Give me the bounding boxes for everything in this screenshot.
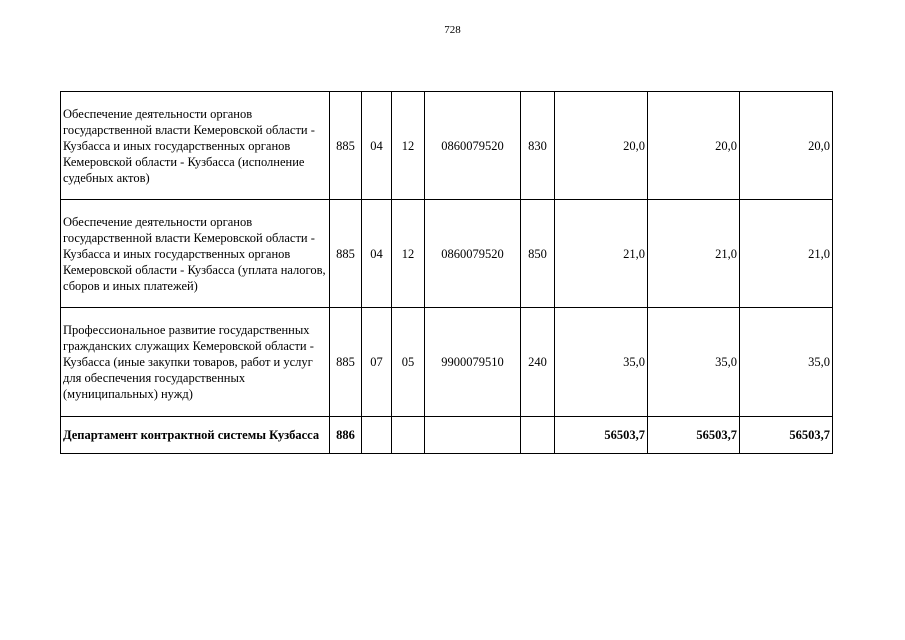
page-number: 728 bbox=[444, 24, 461, 36]
vr-cell: 240 bbox=[521, 308, 555, 417]
table-row bbox=[61, 308, 833, 417]
csr-cell bbox=[425, 417, 521, 454]
rz-cell bbox=[362, 417, 392, 454]
rz-cell: 07 bbox=[362, 308, 392, 417]
amount-year1-cell: 21,0 bbox=[555, 200, 648, 308]
ved-cell: 885 bbox=[330, 200, 362, 308]
amount-year2-cell: 21,0 bbox=[648, 200, 740, 308]
table-row-total bbox=[61, 417, 833, 454]
csr-cell: 0860079520 bbox=[425, 92, 521, 200]
amount-year3-cell: 20,0 bbox=[740, 92, 833, 200]
ved-cell: 885 bbox=[330, 92, 362, 200]
vr-cell: 850 bbox=[521, 200, 555, 308]
ved-cell: 885 bbox=[330, 308, 362, 417]
amount-year1-cell: 20,0 bbox=[555, 92, 648, 200]
csr-cell: 0860079520 bbox=[425, 200, 521, 308]
amount-year2-cell: 56503,7 bbox=[648, 417, 740, 454]
amount-year2-cell: 20,0 bbox=[648, 92, 740, 200]
table-row bbox=[61, 92, 833, 200]
rz-cell: 04 bbox=[362, 92, 392, 200]
csr-cell: 9900079510 bbox=[425, 308, 521, 417]
pr-cell: 12 bbox=[392, 200, 425, 308]
vr-cell: 830 bbox=[521, 92, 555, 200]
rz-cell: 04 bbox=[362, 200, 392, 308]
row-name-cell: Обеспечение деятельности органов государственной власти Кемеровской области - Кузбасса и иных государственных органов Кемеровской области - Кузбасса (исполнение судебных актов) bbox=[61, 92, 330, 200]
pr-cell: 05 bbox=[392, 308, 425, 417]
row-name-cell: Обеспечение деятельности органов государственной власти Кемеровской области - Кузбасса и иных государственных органов Кемеровской области - Кузбасса (уплата налогов, сборов и иных платежей) bbox=[61, 200, 330, 308]
vr-cell bbox=[521, 417, 555, 454]
budget-table bbox=[60, 91, 833, 454]
pr-cell: 12 bbox=[392, 92, 425, 200]
amount-year3-cell: 56503,7 bbox=[740, 417, 833, 454]
row-name-cell: Профессиональное развитие государственных гражданских служащих Кемеровской области - Кузбасса (иные закупки товаров, работ и услуг для обеспечения государственных (муниципальных) нужд) bbox=[61, 308, 330, 417]
amount-year2-cell: 35,0 bbox=[648, 308, 740, 417]
pr-cell bbox=[392, 417, 425, 454]
amount-year1-cell: 56503,7 bbox=[555, 417, 648, 454]
row-name-cell: Департамент контрактной системы Кузбасса bbox=[61, 417, 330, 454]
amount-year1-cell: 35,0 bbox=[555, 308, 648, 417]
table-row bbox=[61, 200, 833, 308]
amount-year3-cell: 21,0 bbox=[740, 200, 833, 308]
amount-year3-cell: 35,0 bbox=[740, 308, 833, 417]
ved-cell: 886 bbox=[330, 417, 362, 454]
